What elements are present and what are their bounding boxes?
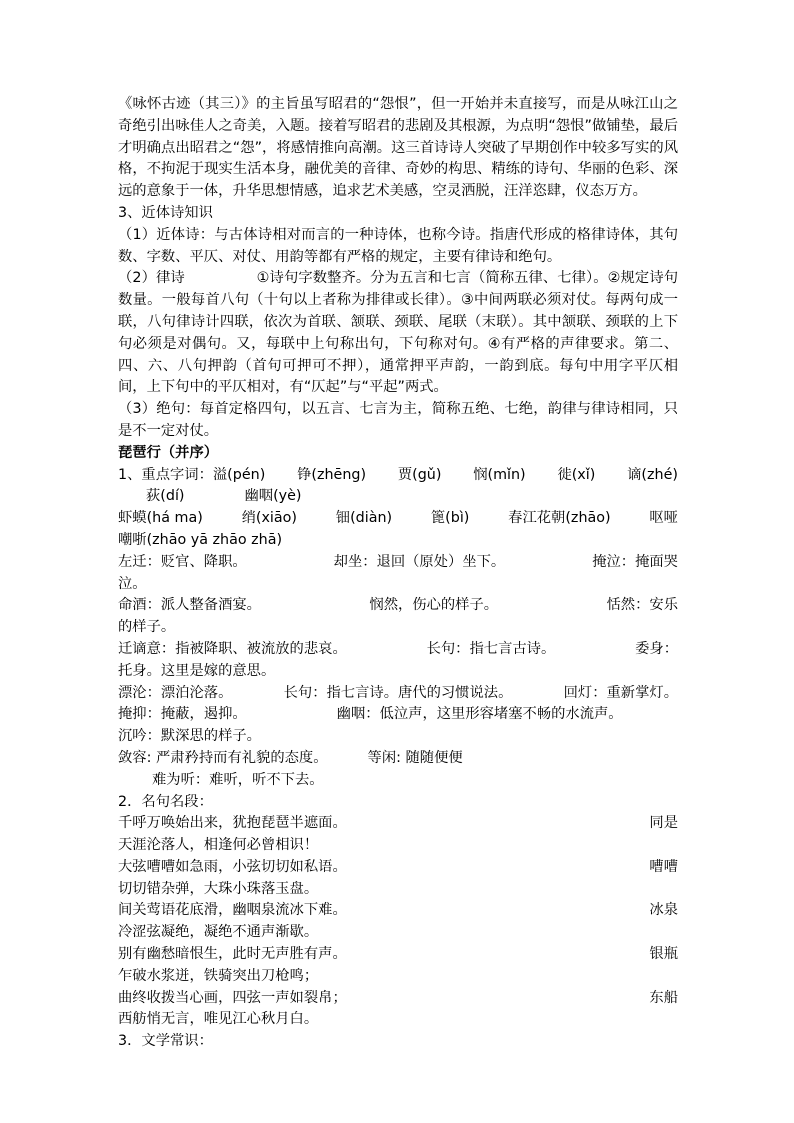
definition: 却坐：退回（原处）坐下。	[333, 553, 506, 570]
definition: 漂沦：漂泊沦落。	[118, 684, 233, 701]
paragraph-jinti: （1）近体诗：与古体诗相对而言的一种诗体，也称今诗。指唐代形成的格律诗体，其句数、字数、平仄、对仗、用韵等都有严格的规定，主要有律诗和绝句。	[118, 226, 678, 265]
quote-line	[118, 900, 678, 922]
definition: 长句：指七言诗。唐代的习惯说法。	[283, 684, 513, 701]
vocab-row-1	[118, 465, 678, 487]
definition: 掩泣：掩面哭	[592, 553, 678, 570]
quote-line	[118, 944, 678, 966]
quote-text: 大弦嘈嘈如急雨，小弦切切如私语。	[118, 858, 347, 875]
quote-line	[118, 813, 678, 835]
document-page	[118, 94, 678, 1053]
definition: 命酒：派人整备酒宴。	[118, 597, 261, 614]
vocab-item: 徙(xǐ)	[557, 466, 596, 483]
quote-text: 乍破水浆迸，铁骑突出刀枪鸣；	[118, 967, 319, 984]
quote-text: 别有幽愁暗恨生，此时无声胜有声。	[118, 946, 347, 963]
literature-heading: 3．文学常识：	[118, 1033, 213, 1050]
definition	[118, 770, 678, 792]
quote-line	[118, 857, 678, 879]
quote-text: 切切错杂弹，大珠小珠落玉盘。	[118, 880, 319, 897]
section-title: 琵琶行（并序）	[118, 444, 219, 461]
quote-text: 冷涩弦凝绝，凝绝不通声渐歇。	[118, 924, 319, 941]
definition-cont: 泣。	[118, 575, 147, 592]
vocab-row-1b	[118, 486, 678, 508]
paragraph-poem-theme: 《咏怀古迹（其三）》的主旨虽写昭君的“怨恨”，但一开始并未直接写，而是从咏江山之奇绝引出咏佳人之奇美，入题。接着写昭君的悲剧及其根源，为点明“怨恨”做铺垫，最后才明确点出昭君之“怨”，将感情推向高潮。这三首诗诗人突破了早期创作中较多写实的风格，不拘泥于现实生活本身，融优美的音律、奇妙的构思、精练的诗句、华丽的色彩、深远的意象于一体，升华思想情感，追求艺术美感，空灵洒脱，汪洋恣肆，仪态万方。	[118, 96, 678, 200]
vocab-item: 荻(dí)	[146, 488, 185, 505]
definition: 长句：指七言古诗。	[426, 640, 556, 657]
definition: 回灯：重新掌灯。	[563, 684, 678, 701]
definition-row	[118, 595, 678, 617]
quote-text: 西舫悄无言，唯见江心秋月白。	[118, 1011, 319, 1028]
quote-text: 冰泉	[649, 902, 678, 919]
quote-text: 千呼万唤始出来，犹抱琵琶半遮面。	[118, 815, 347, 832]
definition: 悯然，伤心的样子。	[369, 597, 499, 614]
definition: 委身：	[635, 640, 678, 657]
definition: 迁谪意：指被降职、被流放的悲哀。	[118, 640, 347, 657]
vocab-row-2b: 嘲哳(zhāo yā zhāo zhā)	[118, 531, 283, 548]
vocab-item: 贾(gǔ)	[397, 466, 442, 483]
quote-text: 银瓶	[649, 946, 678, 963]
quote-text: 曲终收拨当心画，四弦一声如裂帛；	[118, 989, 347, 1006]
quote-text: 同是	[649, 815, 678, 832]
vocab-item: 悯(mǐn)	[473, 466, 526, 483]
vocab-item: 谪(zhé)	[627, 466, 678, 483]
vocab-item: 虾蟆(há ma)	[118, 510, 203, 527]
vocab-item: 篦(bì)	[430, 510, 470, 527]
vocab-item: 绡(xiāo)	[241, 510, 297, 527]
definition: 沉吟：默深思的样子。	[118, 728, 261, 745]
definition-row	[118, 704, 678, 726]
quote-text: 天涯沦落人，相逢何必曾相识！	[118, 837, 319, 854]
vocab-heading: 1、重点字词：	[118, 466, 213, 483]
vocab-item: 溢(pén)	[212, 466, 266, 483]
definition-row	[118, 683, 678, 705]
vocab-item: 幽咽(yè)	[244, 488, 302, 505]
definition-row	[118, 639, 678, 661]
definition-text: 难为听：难听，听不下去。	[152, 771, 324, 788]
definition: 左迁：贬官、降职。	[118, 553, 247, 570]
paragraph-jueju: （3）绝句：每首定格四句，以五言、七言为主，简称五绝、七绝，韵律与律诗相同，只是不一定对仗。	[118, 401, 678, 439]
definition-cont: 托身。这里是嫁的意思。	[118, 662, 276, 679]
paragraph-lvshi: （2）律诗 ①诗句字数整齐。分为五言和七言（简称五律、七律）。②规定诗句数量。一般每首八句（十句以上者称为排律或长律）。③中间两联必须对仗。每两句成一联，八句律诗计四联，依次为首联、颔联、颈联、尾联（末联）。其中颔联、颈联的上下句必须是对偶句。又，每联中上句称出句，下句称对句。④有严格的声律要求。第二、四、六、八句押韵（首句可押可不押），通常押平声韵，一韵到底。每句中用字平仄相间，上下句中的平仄相对，有“仄起”与“平起”两式。	[118, 270, 678, 396]
quote-text: 嘈嘈	[649, 858, 678, 875]
quotes-heading: 2．名句名段：	[118, 793, 213, 810]
definition-row	[118, 748, 678, 770]
quote-text: 间关莺语花底滑，幽咽泉流冰下难。	[118, 902, 347, 919]
vocab-item: 钿(diàn)	[335, 510, 393, 527]
vocab-row-2	[118, 508, 678, 530]
vocab-item: 铮(zhēng)	[297, 466, 367, 483]
quote-line	[118, 988, 678, 1010]
definition: 掩抑：掩蔽，遏抑。	[118, 706, 247, 723]
heading-modern-poetry: 3、近体诗知识	[118, 204, 213, 221]
definition: 等闲: 随随便便	[367, 749, 463, 766]
quote-text: 东船	[649, 989, 678, 1006]
definition-row	[118, 552, 678, 574]
definition: 幽咽：低泣声，这里形容堵塞不畅的水流声。	[336, 706, 623, 723]
definition: 恬然：安乐	[606, 597, 678, 614]
definition: 敛容: 严肃矜持而有礼貌的态度。	[118, 749, 328, 766]
vocab-item: 呕哑	[649, 510, 678, 527]
definition-cont: 的样子。	[118, 619, 176, 636]
vocab-item: 春江花朝(zhāo)	[508, 510, 611, 527]
